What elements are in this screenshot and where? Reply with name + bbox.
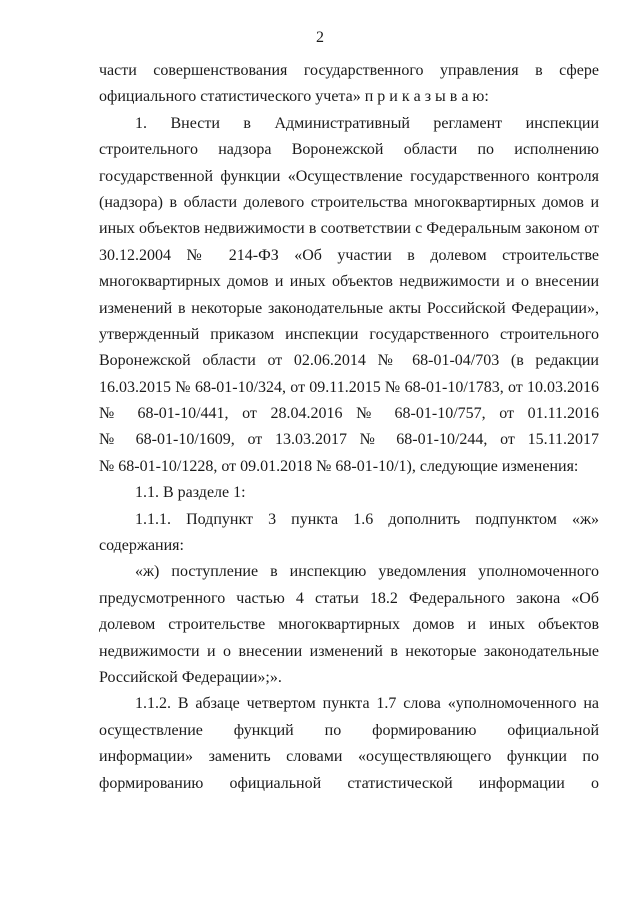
text-line: 1.1.2. В абзаце четвертом пункта 1.7 слова «уполномоченного на: [135, 695, 599, 713]
text-line: Воронежской области от 02.06.2014 № 68-01-04/703 (в редакции: [99, 352, 599, 370]
text-line: № 68-01-10/1609, от 13.03.2017 № 68-01-10/244, от 15.11.2017: [99, 431, 599, 449]
text-line: недвижимости и о внесении изменений в некоторые законодательные: [99, 642, 599, 660]
text-line: изменений в некоторые законодательные акты Российской Федерации»,: [99, 299, 599, 317]
text-line: 1. Внести в Административный регламент инспекции: [135, 114, 599, 132]
text-line: утвержденный приказом инспекции государственного строительного: [99, 325, 599, 343]
text-line: 1.1.1. Подпункт 3 пункта 1.6 дополнить подпунктом «ж»: [135, 510, 599, 528]
text-line: строительного надзора Воронежской области по исполнению: [99, 141, 599, 159]
text-line: осуществление функций по формированию официальной: [99, 721, 599, 739]
text-line: государственной функции «Осуществление государственного контроля: [99, 167, 599, 185]
text-line: № 68-01-10/1228, от 09.01.2018 № 68-01-10/1), следующие изменения:: [99, 457, 579, 475]
text-line: 30.12.2004 № 214-ФЗ «Об участии в долевом строительстве: [99, 246, 599, 264]
page-number: 2: [316, 29, 324, 46]
text-line: 16.03.2015 № 68-01-10/324, от 09.11.2015 № 68-01-10/1783, от 10.03.2016: [99, 378, 599, 396]
text-line: «ж) поступление в инспекцию уведомления уполномоченного: [135, 563, 599, 581]
text-line: 1.1. В разделе 1:: [135, 484, 246, 502]
text-line: Российской Федерации»;».: [99, 668, 282, 686]
text-line: № 68-01-10/441, от 28.04.2016 № 68-01-10/757, от 01.11.2016: [99, 405, 599, 423]
text-line: части совершенствования государственного управления в сфере: [99, 62, 599, 79]
text-line: формированию официальной статистической информации о: [99, 774, 599, 792]
text-line: предусмотренного частью 4 статьи 18.2 Федерального закона «Об: [99, 589, 599, 607]
text-line: содержания:: [99, 537, 184, 555]
text-line: информации» заменить словами «осуществляющего функции по: [99, 748, 599, 766]
text-line: иных объектов недвижимости в соответствии с Федеральным законом от: [99, 220, 599, 238]
text-line: (надзора) в области долевого строительства многоквартирных домов и: [99, 193, 599, 211]
text-line: многоквартирных домов и иных объектов недвижимости и о внесении: [99, 273, 599, 291]
document-body: [99, 58, 599, 797]
text-line: долевом строительстве многоквартирных домов и иных объектов: [99, 616, 599, 634]
text-line: официального статистического учета» п р и к а з ы в а ю:: [99, 88, 489, 106]
